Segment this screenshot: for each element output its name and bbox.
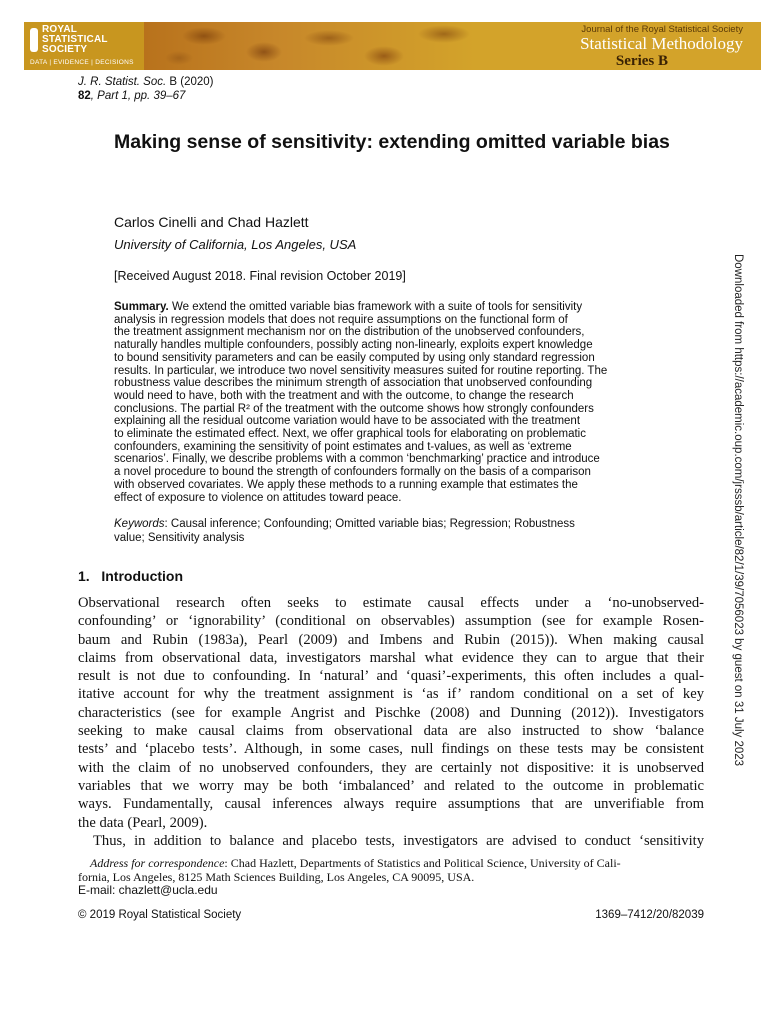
abstract-line: confounders, examining the sensitivity of point estimates and t-values, as well as ‘extreme	[114, 440, 572, 453]
abstract-line: to bound sensitivity parameters and can be easily computed by using only standard regression	[114, 351, 595, 364]
journal-series: Series B	[615, 53, 668, 69]
series-year: B (2020)	[166, 76, 214, 88]
article-title: Making sense of sensitivity: extending omitted variable bias	[114, 131, 670, 153]
footnote-label: Address for correspondence	[90, 856, 225, 870]
abstract-line: results. In particular, we introduce two novel sensitivity measures suited for routine reporting. The	[114, 364, 608, 377]
body-line: with the claim of no unobserved confounders, they are certainly not dispositive: it is unobserved	[78, 759, 704, 776]
society-logo-mark	[30, 28, 38, 52]
body-line: characteristics (see for example Angrist and Pischke (2008) and Dunning (2012)). Investigators	[78, 704, 704, 721]
abstract-line: analysis in regression models that does not require assumptions on the functional form of	[114, 313, 568, 326]
society-name-line: ROYAL	[42, 24, 78, 35]
section-number: 1.	[78, 568, 90, 584]
journal-banner	[24, 22, 761, 70]
keywords	[114, 518, 663, 545]
abstract-line: naturally handles multiple confounders, possibly acting non-linearly, exploits expert knowledge	[114, 339, 593, 352]
volume: 82	[78, 90, 91, 102]
keywords-line: value; Sensitivity analysis	[114, 531, 245, 544]
part-pages: , Part 1, pp. 39–67	[90, 90, 186, 102]
keywords-line: Keywords: Causal inference; Confounding; Omitted variable bias; Regression; Robustness	[114, 518, 575, 530]
society-name-line: STATISTICAL	[42, 34, 108, 45]
download-sidebar	[730, 254, 746, 774]
body-line: confounding’ or ‘ignorability’ (conditional on observables) assumption (see for example Rosen-	[78, 613, 704, 630]
body-line: claims from observational data, investigators marshal what evidence they can to argue that their	[78, 649, 704, 666]
abstract-line: would need to have, both with the treatment and with the outcome, to change the research	[114, 389, 574, 402]
abstract-line: robustness value describes the minimum strength of association that unobserved confounding	[114, 377, 593, 390]
banner-photo	[144, 22, 474, 70]
issn-code: 1369–7412/20/82039	[595, 909, 704, 921]
footnote-email: E-mail: chazlett@ucla.edu	[78, 883, 218, 897]
section-heading	[78, 568, 183, 584]
affiliation: University of California, Los Angeles, USA	[114, 237, 357, 252]
abstract-label: Summary.	[114, 301, 169, 313]
journal-abbrev: J. R. Statist. Soc.	[78, 76, 167, 88]
body-text	[78, 594, 704, 850]
correspondence-footnote	[78, 857, 704, 898]
society-name	[42, 25, 108, 55]
citation-line-1	[78, 76, 214, 88]
keywords-label: Keywords	[114, 518, 165, 530]
body-line: itative account for why the treatment assignment is ‘as if’ random conditional on a set of key	[78, 686, 704, 703]
body-line: Observational research often seeks to estimate causal effects under a ‘no-unobserved-	[78, 595, 704, 611]
abstract-line: a novel procedure to bound the strength of confounders formally on the basis of a comparison	[114, 466, 591, 479]
footnote-line: fornia, Los Angeles, 8125 Math Sciences Building, Los Angeles, CA 90095, USA.	[78, 869, 475, 884]
abstract-line: scenarios’. Finally, we describe problems with a common ‘benchmarking’ practice and introduce	[114, 453, 600, 466]
body-line: tests’ and ‘placebo tests’. Although, in some cases, null findings on these tests may be consistent	[78, 741, 704, 758]
body-line: ways. Fundamentally, causal inferences always require assumptions that are unverifiable from	[78, 796, 704, 813]
authors: Carlos Cinelli and Chad Hazlett	[114, 214, 309, 230]
copyright: © 2019 Royal Statistical Society	[78, 909, 242, 921]
body-line: the data (Pearl, 2009).	[78, 814, 208, 831]
abstract-line: conclusions. The partial R² of the treatment with the outcome shows how strongly confounders	[114, 402, 594, 415]
received-dates: [Received August 2018. Final revision October 2019]	[114, 269, 406, 283]
body-line: variables that we worry may be both ‘imbalanced’ and related to the outcome in problematic	[78, 777, 704, 794]
abstract-line: with observed covariates. We apply these methods to a running example that estimates the	[114, 478, 578, 491]
society-tagline: DATA | EVIDENCE | DECISIONS	[30, 59, 134, 66]
citation-line-2	[78, 90, 185, 102]
abstract-line: Summary. We extend the omitted variable bias framework with a suite of tools for sensitivity	[114, 301, 583, 313]
abstract-line: to eliminate the estimated effect. Next, we offer graphical tools for elaborating on problematic	[114, 428, 586, 441]
body-line: baum and Rubin (1983a), Pearl (2009) and Imbens and Rubin (2015)). When making causal	[78, 631, 704, 648]
journal-title: Statistical Methodology	[580, 34, 743, 53]
society-logo	[24, 22, 144, 70]
footnote-line: Address for correspondence: Chad Hazlett, Departments of Statistics and Political Science, University of Cali-	[90, 856, 621, 870]
body-line: result is not due to confounding. In ‘natural’ and ‘quasi’-experiments, this often includes a qual-	[78, 668, 704, 685]
body-line: Thus, in addition to balance and placebo tests, investigators are advised to conduct ‘sensitivity	[93, 832, 704, 849]
journal-name: Journal of the Royal Statistical Society	[581, 24, 743, 35]
abstract-line: the treatment assignment mechanism nor on the distribution of the unobserved confounders,	[114, 326, 585, 339]
body-line: seeking to make causal claims from observational data are also instructed to show ‘balance	[78, 723, 704, 740]
abstract-line: explaining all the residual outcome variation would have to be associated with the treatment	[114, 415, 581, 428]
download-note[interactable]: Downloaded from https://academic.oup.com/jrsssb/article/82/1/39/7056023 by guest on 31 July 2023	[732, 254, 744, 767]
section-title: Introduction	[101, 568, 184, 584]
abstract	[114, 301, 663, 504]
society-name-line: SOCIETY	[42, 44, 88, 55]
abstract-line: effect of exposure to violence on attitudes toward peace.	[114, 491, 402, 504]
